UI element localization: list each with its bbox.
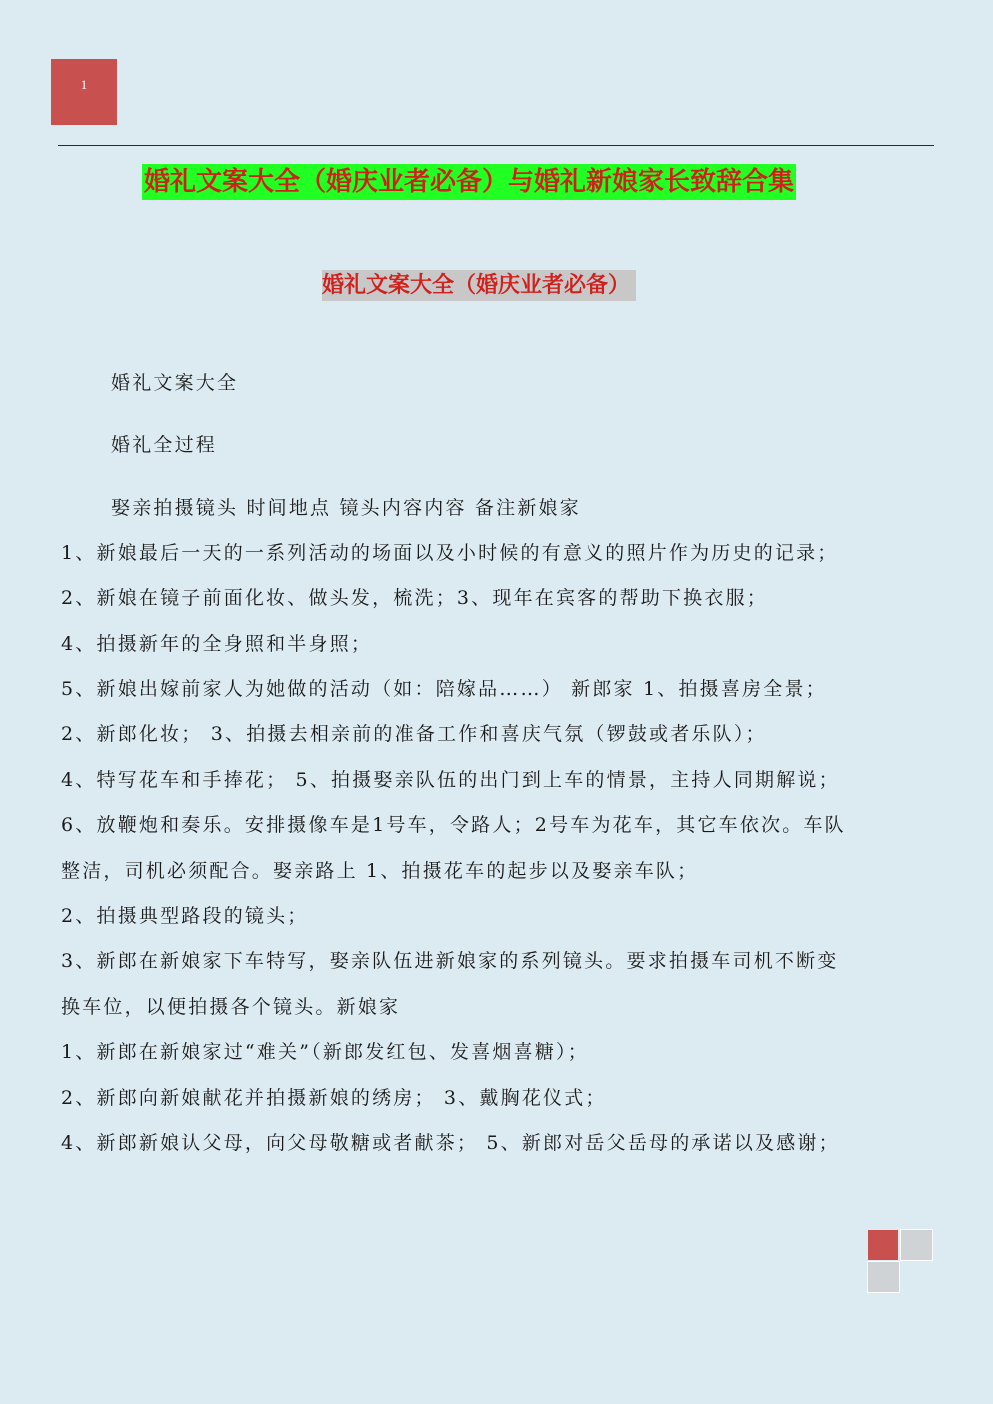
paragraph: 1、新娘最后一天的一系列活动的场面以及小时候的有意义的照片作为历史的记录； (61, 542, 839, 564)
paragraph: 2、新娘在镜子前面化妆、做头发，梳洗；3、现年在宾客的帮助下换衣服； (61, 587, 768, 609)
paragraph: 6、放鞭炮和奏乐。安排摄像车是1号车，令路人；2号车为花车，其它车依次。车队 (61, 814, 846, 836)
paragraph: 整洁，司机必须配合。娶亲路上 1、拍摄花车的起步以及娶亲车队； (61, 860, 699, 882)
paragraph: 4、特写花车和手捧花； 5、拍摄娶亲队伍的出门到上车的情景，主持人同期解说； (61, 769, 840, 791)
corner-decoration-red-square (868, 1230, 898, 1260)
paragraph: 娶亲拍摄镜头 时间地点 镜头内容内容 备注新娘家 (111, 497, 581, 519)
paragraph: 婚礼文案大全 (111, 372, 239, 394)
corner-decoration-gray-square (867, 1261, 900, 1293)
paragraph: 换车位，以便拍摄各个镜头。新娘家 (61, 996, 401, 1018)
paragraph: 2、新郎化妆； 3、拍摄去相亲前的准备工作和喜庆气氛（锣鼓或者乐队）； (61, 723, 767, 745)
paragraph: 3、新郎在新娘家下车特写，娶亲队伍进新娘家的系列镜头。要求拍摄车司机不断变 (61, 950, 839, 972)
paragraph: 4、新郎新娘认父母，向父母敬糖或者献茶； 5、新郎对岳父岳母的承诺以及感谢； (61, 1132, 840, 1154)
header-divider (58, 145, 934, 146)
paragraph: 婚礼全过程 (111, 434, 218, 456)
section-title: 婚礼文案大全（婚庆业者必备） (322, 270, 636, 301)
corner-decoration-gray-square (900, 1229, 933, 1261)
page-number: 1 (80, 77, 88, 92)
paragraph: 4、拍摄新年的全身照和半身照； (61, 633, 373, 655)
paragraph: 5、新娘出嫁前家人为她做的活动（如：陪嫁品……） 新郎家 1、拍摄喜房全景； (61, 678, 827, 700)
paragraph: 1、新郎在新娘家过“难关”（新郎发红包、发喜烟喜糖）； (61, 1041, 589, 1063)
page-number-badge (51, 59, 117, 125)
document-title: 婚礼文案大全（婚庆业者必备）与婚礼新娘家长致辞合集 (142, 164, 796, 200)
paragraph: 2、新郎向新娘献花并拍摄新娘的绣房； 3、戴胸花仪式； (61, 1087, 607, 1109)
paragraph: 2、拍摄典型路段的镜头； (61, 905, 309, 927)
